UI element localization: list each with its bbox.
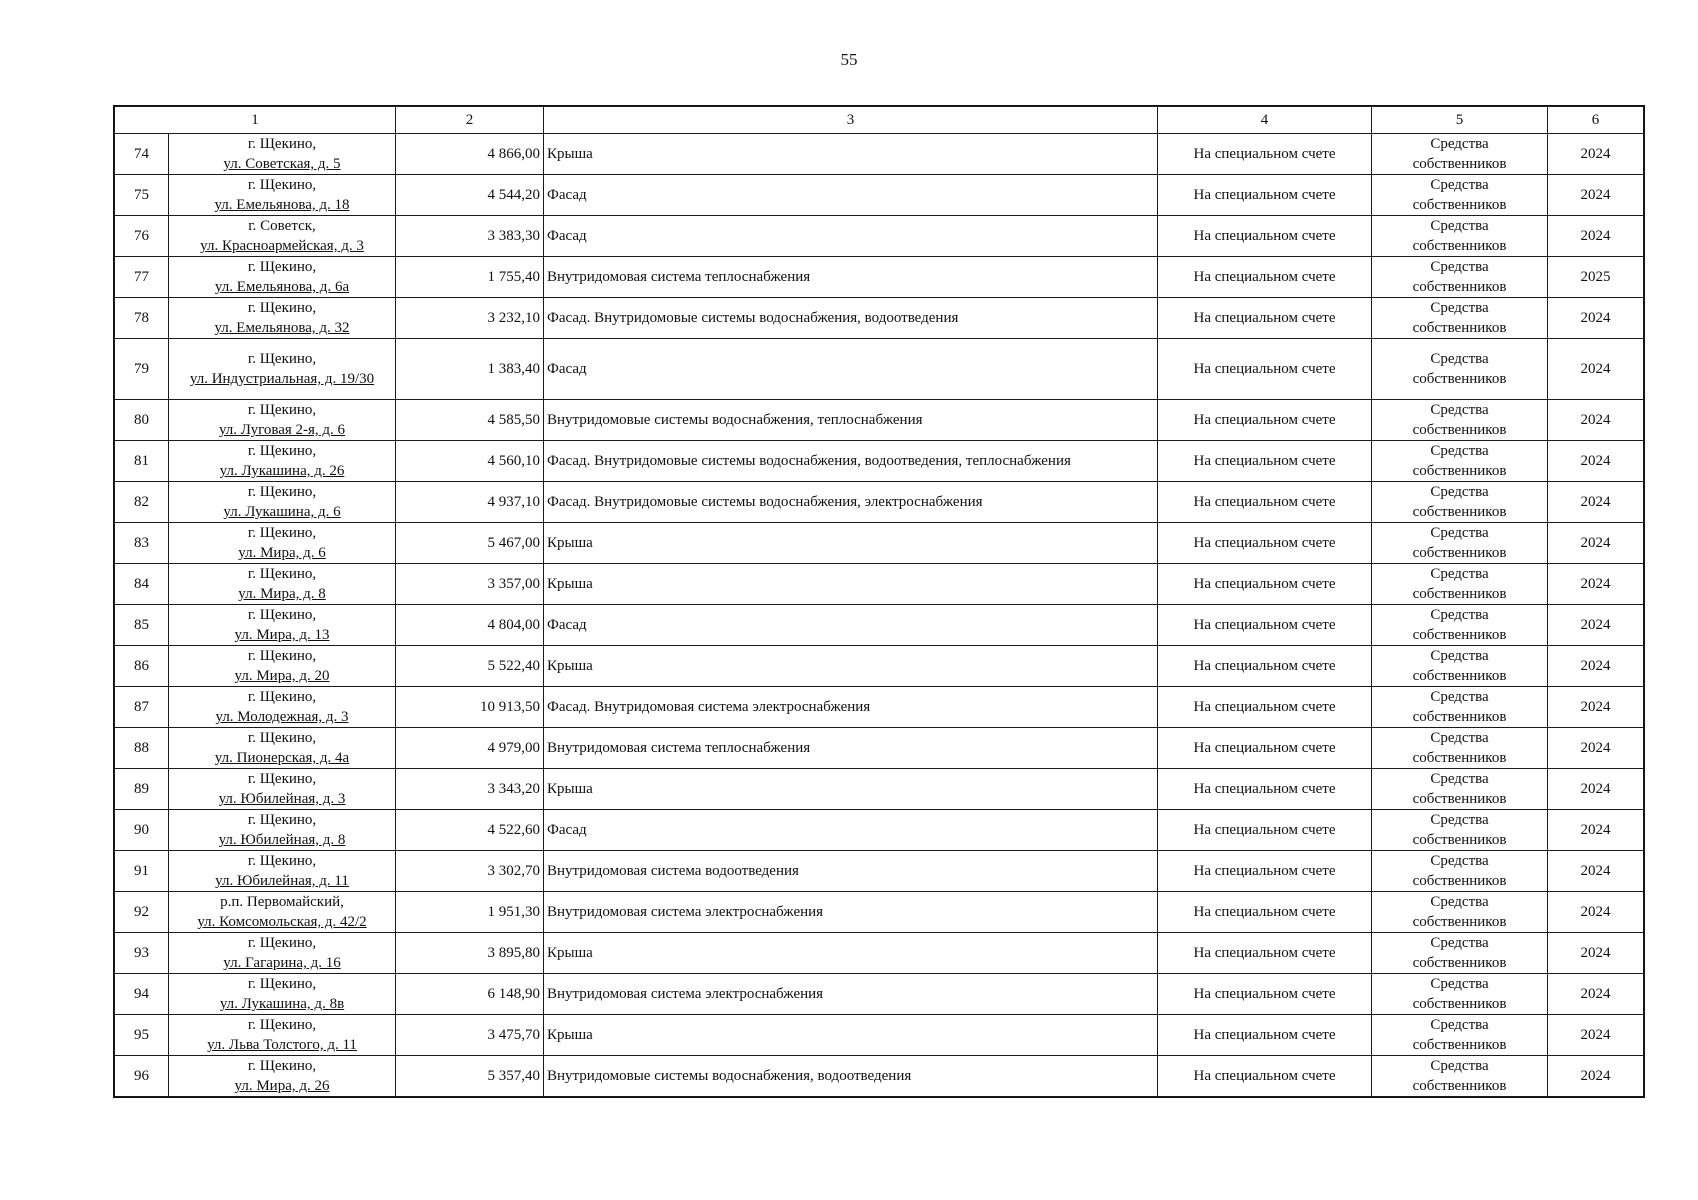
area-cell: 1 383,40 bbox=[396, 339, 544, 400]
table-row bbox=[115, 441, 1644, 482]
header-col-3: 3 bbox=[544, 107, 1158, 134]
area-cell: 1 755,40 bbox=[396, 257, 544, 298]
address-street: ул. Красноармейская, д. 3 bbox=[200, 238, 364, 254]
address-cell bbox=[169, 564, 396, 605]
address-cell bbox=[169, 441, 396, 482]
address-cell bbox=[169, 605, 396, 646]
table-row bbox=[115, 339, 1644, 400]
table-row bbox=[115, 523, 1644, 564]
funding-source-line-2: собственников bbox=[1412, 320, 1507, 336]
funding-source-cell bbox=[1372, 400, 1548, 441]
row-number: 76 bbox=[115, 216, 169, 257]
year-cell: 2024 bbox=[1548, 523, 1644, 564]
year-cell: 2024 bbox=[1548, 851, 1644, 892]
address-cell bbox=[169, 134, 396, 175]
funding-source-line-1: Средства bbox=[1430, 351, 1489, 367]
funding-source-cell bbox=[1372, 933, 1548, 974]
row-number: 87 bbox=[115, 687, 169, 728]
address-street: ул. Льва Толстого, д. 11 bbox=[207, 1037, 357, 1053]
funding-source-line-1: Средства bbox=[1430, 853, 1489, 869]
funding-source-line-2: собственников bbox=[1412, 1037, 1507, 1053]
address-cell bbox=[169, 1056, 396, 1097]
address-street: ул. Лукашина, д. 26 bbox=[219, 463, 345, 479]
address-city: г. Щекино, bbox=[247, 177, 317, 193]
work-type-cell: Фасад. Внутридомовые системы водоснабжения, электроснабжения bbox=[544, 482, 1158, 523]
row-number: 83 bbox=[115, 523, 169, 564]
funding-method-cell: На специальном счете bbox=[1158, 974, 1372, 1015]
funding-source-cell bbox=[1372, 134, 1548, 175]
year-cell: 2024 bbox=[1548, 605, 1644, 646]
address-street: ул. Юбилейная, д. 8 bbox=[218, 832, 346, 848]
address-city: г. Щекино, bbox=[247, 443, 317, 459]
work-type-cell: Крыша bbox=[544, 769, 1158, 810]
address-street: ул. Комсомольская, д. 42/2 bbox=[197, 914, 367, 930]
funding-source-cell bbox=[1372, 482, 1548, 523]
funding-method-cell: На специальном счете bbox=[1158, 810, 1372, 851]
table-row bbox=[115, 257, 1644, 298]
work-type-cell: Крыша bbox=[544, 523, 1158, 564]
address-city: р.п. Первомайский, bbox=[220, 894, 344, 910]
row-number: 86 bbox=[115, 646, 169, 687]
funding-method-cell: На специальном счете bbox=[1158, 933, 1372, 974]
address-street: ул. Пионерская, д. 4а bbox=[214, 750, 350, 766]
funding-method-cell: На специальном счете bbox=[1158, 769, 1372, 810]
year-cell: 2024 bbox=[1548, 298, 1644, 339]
funding-source-line-2: собственников bbox=[1412, 627, 1507, 643]
address-cell bbox=[169, 257, 396, 298]
year-cell: 2024 bbox=[1548, 810, 1644, 851]
funding-source-line-1: Средства bbox=[1430, 402, 1489, 418]
work-type-cell: Крыша bbox=[544, 933, 1158, 974]
funding-method-cell: На специальном счете bbox=[1158, 605, 1372, 646]
funding-source-cell bbox=[1372, 851, 1548, 892]
funding-source-cell bbox=[1372, 257, 1548, 298]
work-type-cell: Фасад. Внутридомовые системы водоснабжения, водоотведения, теплоснабжения bbox=[544, 441, 1158, 482]
area-cell: 4 979,00 bbox=[396, 728, 544, 769]
area-cell: 4 522,60 bbox=[396, 810, 544, 851]
address-street: ул. Гагарина, д. 16 bbox=[223, 955, 341, 971]
address-cell bbox=[169, 974, 396, 1015]
funding-source-line-2: собственников bbox=[1412, 668, 1507, 684]
address-cell bbox=[169, 687, 396, 728]
year-cell: 2024 bbox=[1548, 892, 1644, 933]
year-cell: 2024 bbox=[1548, 728, 1644, 769]
funding-source-line-1: Средства bbox=[1430, 136, 1489, 152]
area-cell: 3 302,70 bbox=[396, 851, 544, 892]
row-number: 85 bbox=[115, 605, 169, 646]
row-number: 89 bbox=[115, 769, 169, 810]
work-type-cell: Фасад bbox=[544, 605, 1158, 646]
table-row bbox=[115, 974, 1644, 1015]
address-city: г. Щекино, bbox=[247, 1017, 317, 1033]
funding-source-cell bbox=[1372, 646, 1548, 687]
address-city: г. Щекино, bbox=[247, 351, 317, 367]
address-city: г. Щекино, bbox=[247, 812, 317, 828]
address-cell bbox=[169, 175, 396, 216]
funding-source-line-1: Средства bbox=[1430, 976, 1489, 992]
funding-source-cell bbox=[1372, 769, 1548, 810]
address-city: г. Щекино, bbox=[247, 607, 317, 623]
page-number: 55 bbox=[840, 50, 858, 69]
header-col-5: 5 bbox=[1372, 107, 1548, 134]
address-cell bbox=[169, 851, 396, 892]
funding-source-cell bbox=[1372, 974, 1548, 1015]
address-street: ул. Мира, д. 26 bbox=[234, 1078, 330, 1094]
address-street: ул. Мира, д. 6 bbox=[238, 545, 326, 561]
row-number: 77 bbox=[115, 257, 169, 298]
table-row bbox=[115, 1056, 1644, 1097]
table-row bbox=[115, 933, 1644, 974]
address-street: ул. Лукашина, д. 8в bbox=[219, 996, 345, 1012]
area-cell: 3 895,80 bbox=[396, 933, 544, 974]
address-cell bbox=[169, 216, 396, 257]
funding-source-line-2: собственников bbox=[1412, 545, 1507, 561]
address-cell bbox=[169, 339, 396, 400]
funding-source-line-1: Средства bbox=[1430, 607, 1489, 623]
year-cell: 2024 bbox=[1548, 769, 1644, 810]
area-cell: 5 357,40 bbox=[396, 1056, 544, 1097]
row-number: 88 bbox=[115, 728, 169, 769]
address-city: г. Щекино, bbox=[247, 300, 317, 316]
area-cell: 6 148,90 bbox=[396, 974, 544, 1015]
table-body bbox=[115, 134, 1644, 1097]
funding-source-line-2: собственников bbox=[1412, 586, 1507, 602]
address-city: г. Щекино, bbox=[247, 1058, 317, 1074]
funding-source-cell bbox=[1372, 339, 1548, 400]
funding-source-line-2: собственников bbox=[1412, 955, 1507, 971]
header-row bbox=[115, 107, 1644, 134]
funding-method-cell: На специальном счете bbox=[1158, 523, 1372, 564]
header-col-4: 4 bbox=[1158, 107, 1372, 134]
address-street: ул. Юбилейная, д. 11 bbox=[215, 873, 349, 889]
funding-source-cell bbox=[1372, 728, 1548, 769]
funding-source-line-1: Средства bbox=[1430, 730, 1489, 746]
work-type-cell: Крыша bbox=[544, 1015, 1158, 1056]
work-type-cell: Фасад. Внутридомовая система электроснабжения bbox=[544, 687, 1158, 728]
table-row bbox=[115, 298, 1644, 339]
funding-method-cell: На специальном счете bbox=[1158, 482, 1372, 523]
funding-source-line-1: Средства bbox=[1430, 177, 1489, 193]
funding-source-cell bbox=[1372, 1015, 1548, 1056]
funding-source-line-1: Средства bbox=[1430, 218, 1489, 234]
year-cell: 2024 bbox=[1548, 933, 1644, 974]
address-street: ул. Мира, д. 8 bbox=[238, 586, 326, 602]
funding-method-cell: На специальном счете bbox=[1158, 646, 1372, 687]
area-cell: 4 560,10 bbox=[396, 441, 544, 482]
address-street: ул. Емельянова, д. 32 bbox=[214, 320, 350, 336]
work-type-cell: Внутридомовая система электроснабжения bbox=[544, 974, 1158, 1015]
row-number: 91 bbox=[115, 851, 169, 892]
work-type-cell: Крыша bbox=[544, 646, 1158, 687]
address-cell bbox=[169, 646, 396, 687]
row-number: 74 bbox=[115, 134, 169, 175]
address-cell bbox=[169, 810, 396, 851]
address-city: г. Щекино, bbox=[247, 648, 317, 664]
address-city: г. Щекино, bbox=[247, 689, 317, 705]
table-row bbox=[115, 851, 1644, 892]
funding-method-cell: На специальном счете bbox=[1158, 1056, 1372, 1097]
row-number: 80 bbox=[115, 400, 169, 441]
funding-source-cell bbox=[1372, 1056, 1548, 1097]
funding-source-line-2: собственников bbox=[1412, 996, 1507, 1012]
year-cell: 2024 bbox=[1548, 646, 1644, 687]
address-city: г. Щекино, bbox=[247, 566, 317, 582]
address-street: ул. Мира, д. 20 bbox=[234, 668, 330, 684]
year-cell: 2024 bbox=[1548, 974, 1644, 1015]
address-street: ул. Советская, д. 5 bbox=[223, 156, 341, 172]
table-row bbox=[115, 605, 1644, 646]
year-cell: 2024 bbox=[1548, 687, 1644, 728]
area-cell: 3 357,00 bbox=[396, 564, 544, 605]
funding-source-line-2: собственников bbox=[1412, 279, 1507, 295]
area-cell: 10 913,50 bbox=[396, 687, 544, 728]
work-type-cell: Внутридомовая система теплоснабжения bbox=[544, 257, 1158, 298]
year-cell: 2024 bbox=[1548, 216, 1644, 257]
funding-source-line-2: собственников bbox=[1412, 422, 1507, 438]
table-row bbox=[115, 728, 1644, 769]
address-cell bbox=[169, 769, 396, 810]
row-number: 92 bbox=[115, 892, 169, 933]
work-type-cell: Фасад bbox=[544, 810, 1158, 851]
work-type-cell: Внутридомовые системы водоснабжения, теплоснабжения bbox=[544, 400, 1158, 441]
row-number: 84 bbox=[115, 564, 169, 605]
funding-method-cell: На специальном счете bbox=[1158, 400, 1372, 441]
row-number: 94 bbox=[115, 974, 169, 1015]
funding-method-cell: На специальном счете bbox=[1158, 1015, 1372, 1056]
funding-source-cell bbox=[1372, 441, 1548, 482]
address-cell bbox=[169, 728, 396, 769]
header-col-1: 1 bbox=[115, 107, 396, 134]
area-cell: 4 585,50 bbox=[396, 400, 544, 441]
year-cell: 2024 bbox=[1548, 482, 1644, 523]
area-cell: 3 475,70 bbox=[396, 1015, 544, 1056]
address-street: ул. Луговая 2-я, д. 6 bbox=[218, 422, 346, 438]
funding-source-line-2: собственников bbox=[1412, 463, 1507, 479]
funding-method-cell: На специальном счете bbox=[1158, 851, 1372, 892]
funding-source-line-1: Средства bbox=[1430, 484, 1489, 500]
address-street: ул. Емельянова, д. 18 bbox=[214, 197, 350, 213]
funding-source-cell bbox=[1372, 687, 1548, 728]
funding-method-cell: На специальном счете bbox=[1158, 892, 1372, 933]
address-cell bbox=[169, 482, 396, 523]
funding-source-line-1: Средства bbox=[1430, 689, 1489, 705]
work-type-cell: Фасад bbox=[544, 339, 1158, 400]
address-city: г. Щекино, bbox=[247, 771, 317, 787]
address-city: г. Щекино, bbox=[247, 935, 317, 951]
address-city: г. Щекино, bbox=[247, 259, 317, 275]
address-street: ул. Юбилейная, д. 3 bbox=[218, 791, 346, 807]
address-street: ул. Емельянова, д. 6а bbox=[214, 279, 350, 295]
year-cell: 2024 bbox=[1548, 400, 1644, 441]
funding-source-line-2: собственников bbox=[1412, 238, 1507, 254]
area-cell: 4 937,10 bbox=[396, 482, 544, 523]
funding-source-line-1: Средства bbox=[1430, 443, 1489, 459]
address-city: г. Щекино, bbox=[247, 525, 317, 541]
funding-source-line-1: Средства bbox=[1430, 525, 1489, 541]
area-cell: 4 804,00 bbox=[396, 605, 544, 646]
funding-source-line-1: Средства bbox=[1430, 648, 1489, 664]
funding-source-line-1: Средства bbox=[1430, 566, 1489, 582]
funding-source-cell bbox=[1372, 810, 1548, 851]
funding-source-line-1: Средства bbox=[1430, 1017, 1489, 1033]
address-city: г. Щекино, bbox=[247, 402, 317, 418]
area-cell: 4 866,00 bbox=[396, 134, 544, 175]
table-row bbox=[115, 216, 1644, 257]
work-type-cell: Фасад bbox=[544, 175, 1158, 216]
funding-source-line-1: Средства bbox=[1430, 259, 1489, 275]
work-type-cell: Внутридомовая система теплоснабжения bbox=[544, 728, 1158, 769]
funding-source-line-2: собственников bbox=[1412, 873, 1507, 889]
year-cell: 2024 bbox=[1548, 441, 1644, 482]
funding-source-line-1: Средства bbox=[1430, 771, 1489, 787]
year-cell: 2024 bbox=[1548, 134, 1644, 175]
funding-source-cell bbox=[1372, 605, 1548, 646]
row-number: 95 bbox=[115, 1015, 169, 1056]
header-col-6: 6 bbox=[1548, 107, 1644, 134]
table-row bbox=[115, 175, 1644, 216]
year-cell: 2024 bbox=[1548, 564, 1644, 605]
area-cell: 5 467,00 bbox=[396, 523, 544, 564]
funding-source-line-2: собственников bbox=[1412, 709, 1507, 725]
address-city: г. Щекино, bbox=[247, 136, 317, 152]
row-number: 78 bbox=[115, 298, 169, 339]
address-street: ул. Лукашина, д. 6 bbox=[223, 504, 341, 520]
funding-source-cell bbox=[1372, 216, 1548, 257]
year-cell: 2024 bbox=[1548, 339, 1644, 400]
funding-method-cell: На специальном счете bbox=[1158, 339, 1372, 400]
header-col-2: 2 bbox=[396, 107, 544, 134]
table-row bbox=[115, 1015, 1644, 1056]
area-cell: 5 522,40 bbox=[396, 646, 544, 687]
year-cell: 2024 bbox=[1548, 1015, 1644, 1056]
funding-method-cell: На специальном счете bbox=[1158, 216, 1372, 257]
row-number: 96 bbox=[115, 1056, 169, 1097]
table-row bbox=[115, 810, 1644, 851]
row-number: 79 bbox=[115, 339, 169, 400]
funding-source-line-2: собственников bbox=[1412, 371, 1507, 387]
funding-method-cell: На специальном счете bbox=[1158, 175, 1372, 216]
work-type-cell: Фасад bbox=[544, 216, 1158, 257]
funding-source-line-2: собственников bbox=[1412, 197, 1507, 213]
year-cell: 2025 bbox=[1548, 257, 1644, 298]
funding-source-cell bbox=[1372, 298, 1548, 339]
funding-method-cell: На специальном счете bbox=[1158, 134, 1372, 175]
address-cell bbox=[169, 933, 396, 974]
address-city: г. Советск, bbox=[248, 218, 316, 234]
funding-source-line-2: собственников bbox=[1412, 750, 1507, 766]
address-city: г. Щекино, bbox=[247, 976, 317, 992]
funding-source-cell bbox=[1372, 564, 1548, 605]
work-type-cell: Крыша bbox=[544, 134, 1158, 175]
funding-source-line-2: собственников bbox=[1412, 504, 1507, 520]
funding-method-cell: На специальном счете bbox=[1158, 257, 1372, 298]
row-number: 93 bbox=[115, 933, 169, 974]
funding-source-line-2: собственников bbox=[1412, 791, 1507, 807]
area-cell: 3 343,20 bbox=[396, 769, 544, 810]
table-row bbox=[115, 769, 1644, 810]
year-cell: 2024 bbox=[1548, 1056, 1644, 1097]
funding-source-line-2: собственников bbox=[1412, 156, 1507, 172]
row-number: 75 bbox=[115, 175, 169, 216]
row-number: 81 bbox=[115, 441, 169, 482]
table-row bbox=[115, 134, 1644, 175]
funding-method-cell: На специальном счете bbox=[1158, 441, 1372, 482]
address-city: г. Щекино, bbox=[247, 853, 317, 869]
table-row bbox=[115, 400, 1644, 441]
address-cell bbox=[169, 298, 396, 339]
table-row bbox=[115, 892, 1644, 933]
funding-method-cell: На специальном счете bbox=[1158, 687, 1372, 728]
table-row bbox=[115, 482, 1644, 523]
work-type-cell: Внутридомовые системы водоснабжения, водоотведения bbox=[544, 1056, 1158, 1097]
area-cell: 3 383,30 bbox=[396, 216, 544, 257]
funding-source-cell bbox=[1372, 175, 1548, 216]
work-type-cell: Фасад. Внутридомовые системы водоснабжения, водоотведения bbox=[544, 298, 1158, 339]
area-cell: 3 232,10 bbox=[396, 298, 544, 339]
funding-source-line-1: Средства bbox=[1430, 935, 1489, 951]
address-street: ул. Молодежная, д. 3 bbox=[215, 709, 349, 725]
work-type-cell: Внутридомовая система водоотведения bbox=[544, 851, 1158, 892]
funding-source-cell bbox=[1372, 892, 1548, 933]
table-row bbox=[115, 564, 1644, 605]
funding-source-line-1: Средства bbox=[1430, 300, 1489, 316]
area-cell: 4 544,20 bbox=[396, 175, 544, 216]
address-cell bbox=[169, 400, 396, 441]
funding-source-line-2: собственников bbox=[1412, 1078, 1507, 1094]
table-row bbox=[115, 687, 1644, 728]
funding-source-line-1: Средства bbox=[1430, 1058, 1489, 1074]
housing-repair-table bbox=[114, 106, 1644, 1097]
area-cell: 1 951,30 bbox=[396, 892, 544, 933]
funding-method-cell: На специальном счете bbox=[1158, 298, 1372, 339]
work-type-cell: Крыша bbox=[544, 564, 1158, 605]
funding-source-line-2: собственников bbox=[1412, 832, 1507, 848]
year-cell: 2024 bbox=[1548, 175, 1644, 216]
funding-source-line-1: Средства bbox=[1430, 812, 1489, 828]
address-street: ул. Мира, д. 13 bbox=[234, 627, 330, 643]
row-number: 82 bbox=[115, 482, 169, 523]
table-row bbox=[115, 646, 1644, 687]
work-type-cell: Внутридомовая система электроснабжения bbox=[544, 892, 1158, 933]
row-number: 90 bbox=[115, 810, 169, 851]
funding-source-line-2: собственников bbox=[1412, 914, 1507, 930]
funding-method-cell: На специальном счете bbox=[1158, 728, 1372, 769]
address-city: г. Щекино, bbox=[247, 730, 317, 746]
address-street: ул. Индустриальная, д. 19/30 bbox=[189, 371, 375, 387]
address-city: г. Щекино, bbox=[247, 484, 317, 500]
funding-method-cell: На специальном счете bbox=[1158, 564, 1372, 605]
address-cell bbox=[169, 1015, 396, 1056]
funding-source-line-1: Средства bbox=[1430, 894, 1489, 910]
address-cell bbox=[169, 523, 396, 564]
address-cell bbox=[169, 892, 396, 933]
funding-source-cell bbox=[1372, 523, 1548, 564]
